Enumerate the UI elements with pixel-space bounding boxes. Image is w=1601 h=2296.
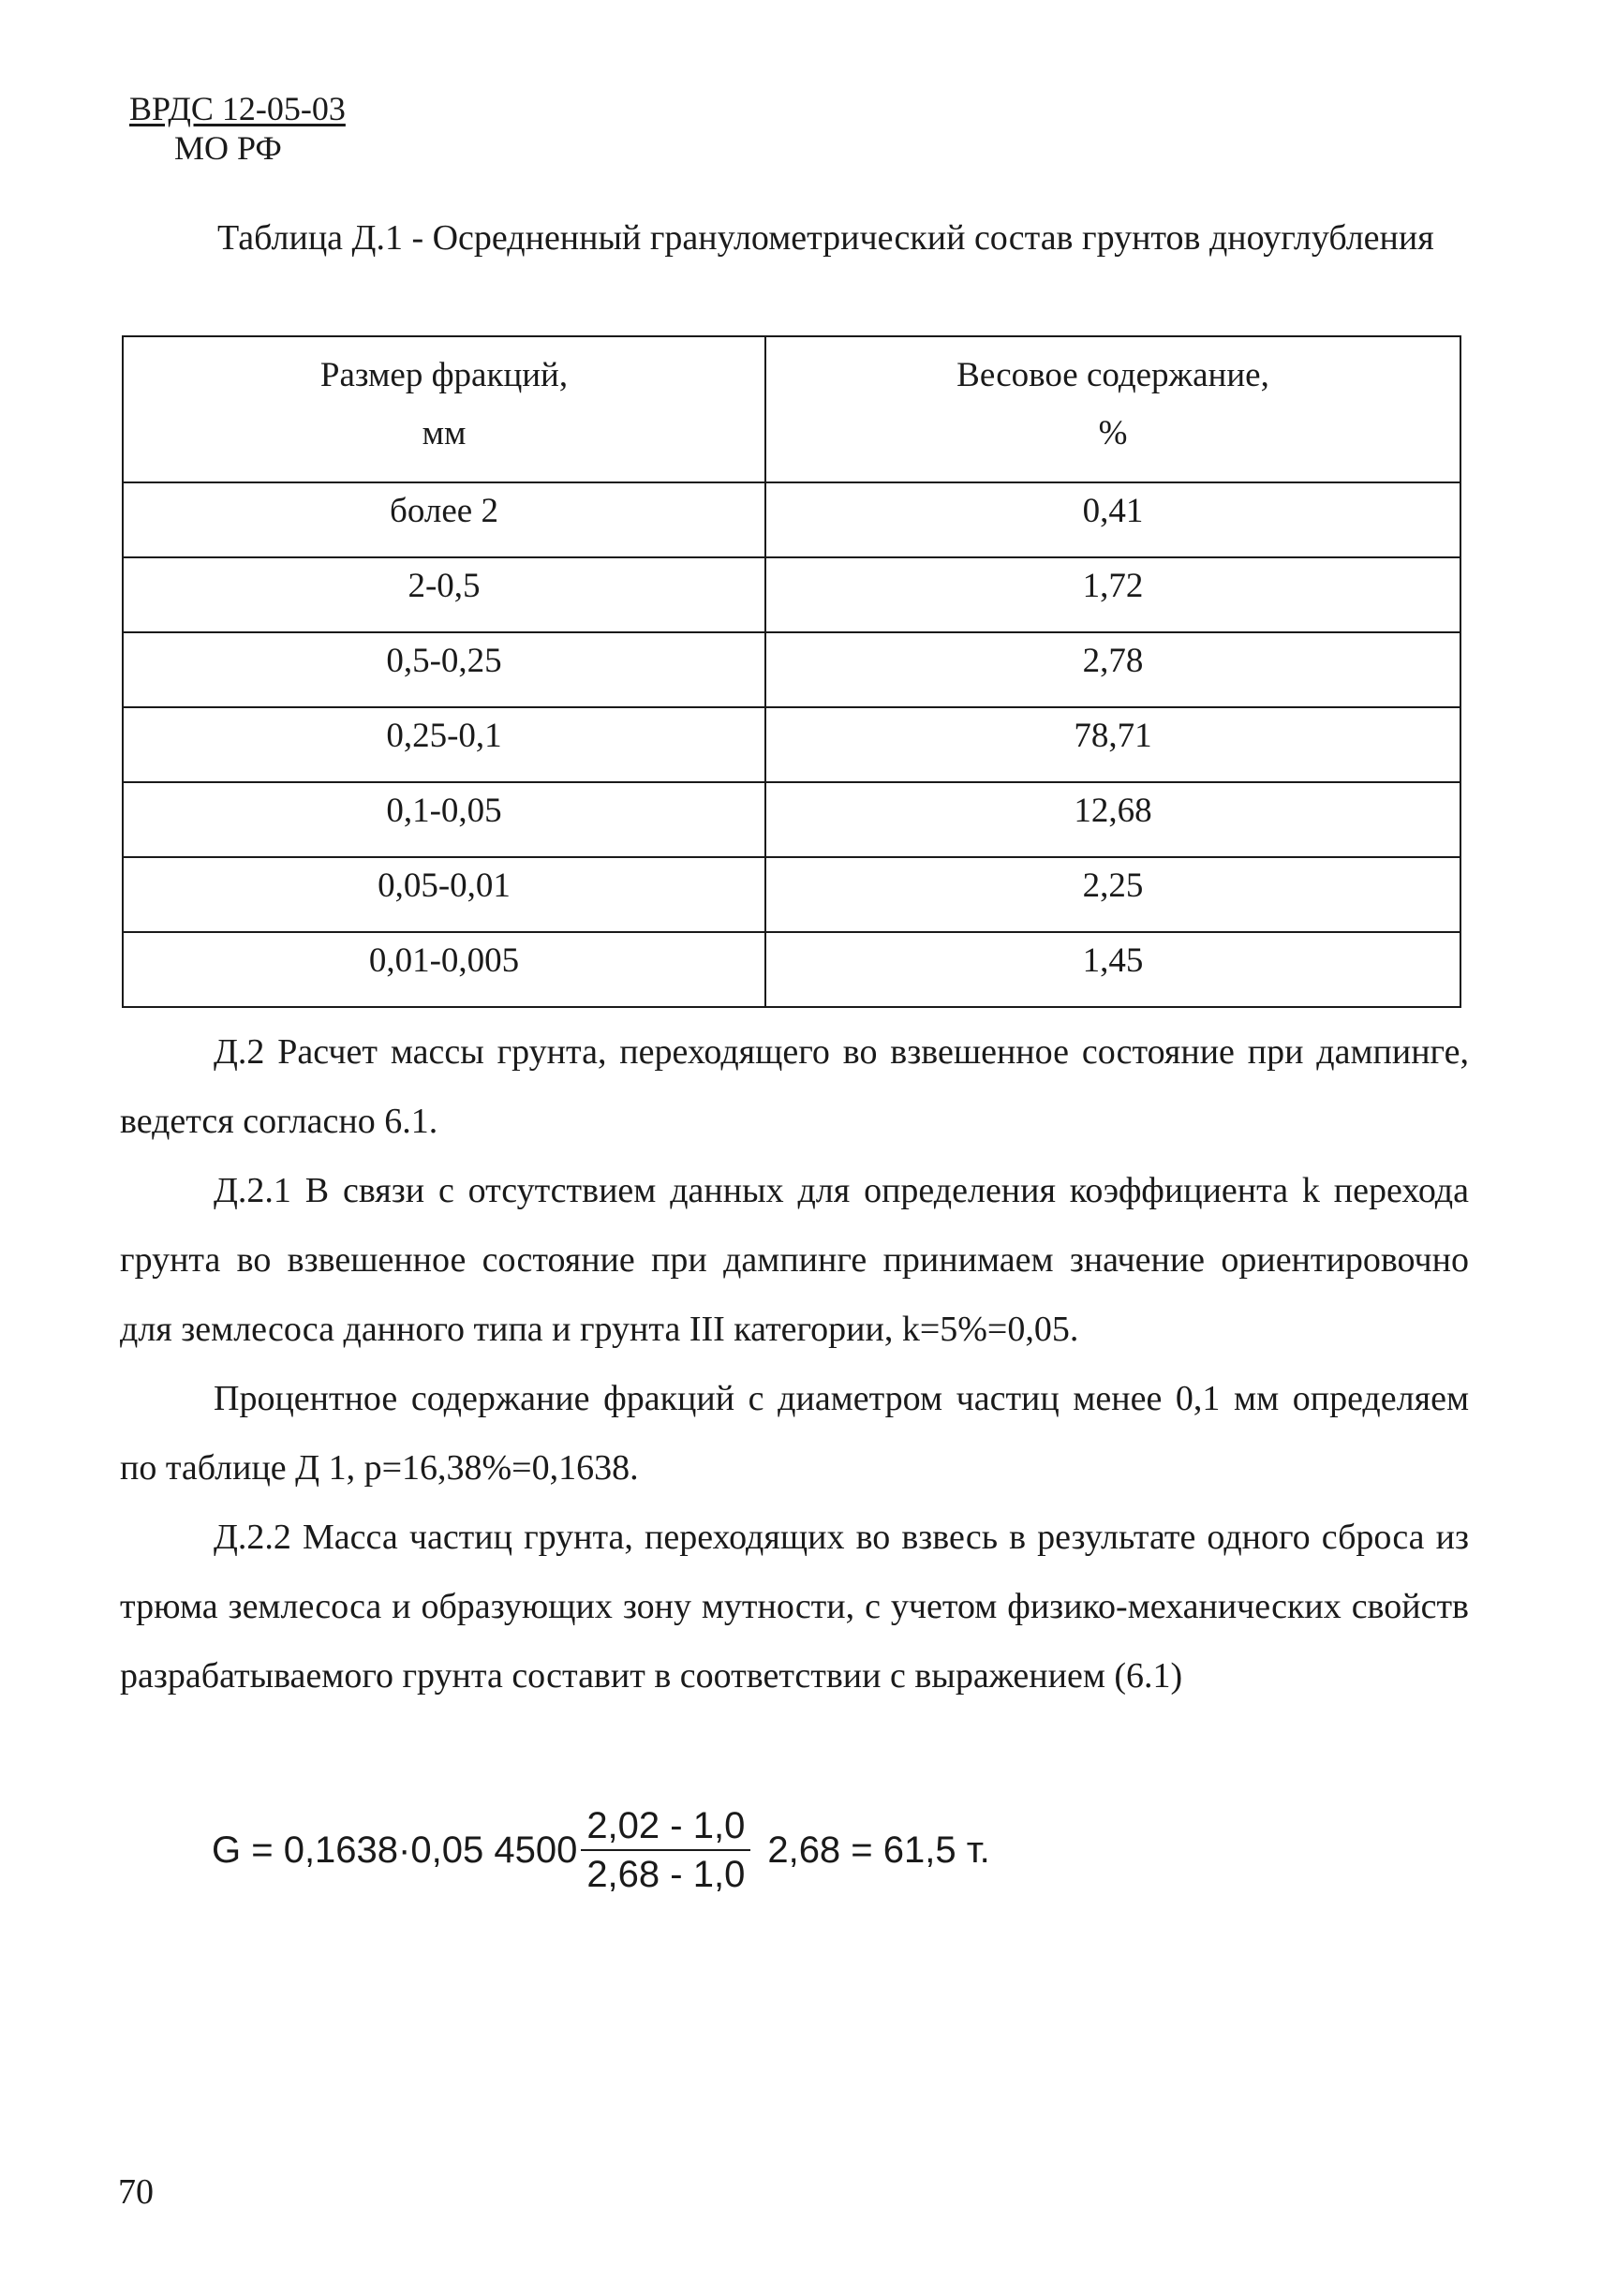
fraction-size-cell: 0,25-0,1 (123, 707, 765, 782)
column-header-content-line1: Весовое содержание, (956, 356, 1269, 394)
table-row (123, 482, 1460, 557)
weight-content-cell: 78,71 (765, 707, 1460, 782)
weight-content-cell: 1,72 (765, 557, 1460, 632)
paragraph-d22: Д.2.2 Масса частиц грунта, переходящих во взвесь в результате одного сброса из трюма землесоса и образующих зону мутности, с учетом физико-механических свойств разрабатываемого грунта составит в соответствии с выражением (6.1) (120, 1518, 1469, 1696)
granulometric-table (122, 335, 1461, 1008)
body-text (120, 1017, 1469, 1711)
organization-label: МО РФ (174, 129, 282, 167)
table-row (123, 557, 1460, 632)
column-header-size-line2: мм (422, 414, 467, 452)
table-row (123, 632, 1460, 707)
formula-lhs: G = 0,1638·0,05 4500 (212, 1829, 578, 1871)
fraction-size-cell: 0,1-0,05 (123, 782, 765, 857)
paragraph-d21: Д.2.1 В связи с отсутствием данных для определения коэффициента k перехода грунта во взвешенное состояние при дампинге принимаем значение ориентировочно для землесоса данного типа и грунта III категории, k=5%=0,05. (120, 1171, 1469, 1349)
page-number: 70 (118, 2172, 154, 2212)
fraction-size-cell: 0,5-0,25 (123, 632, 765, 707)
weight-content-cell: 1,45 (765, 932, 1460, 1007)
formula-denominator: 2,68 - 1,0 (586, 1854, 746, 1895)
table-row (123, 857, 1460, 932)
table-row (123, 932, 1460, 1007)
column-header-size-line1: Размер фракций, (319, 356, 569, 394)
mass-formula (212, 1804, 990, 1896)
paragraph-percent: Процентное содержание фракций с диаметром частиц менее 0,1 мм определяем по таблице Д 1, p=16,38%=0,1638. (120, 1379, 1469, 1488)
column-header-content-line2: % (1098, 414, 1128, 452)
column-header-size (123, 336, 765, 482)
fraction-size-cell: более 2 (123, 482, 765, 557)
weight-content-cell: 2,25 (765, 857, 1460, 932)
weight-content-cell: 0,41 (765, 482, 1460, 557)
table-row (123, 707, 1460, 782)
fraction-size-cell: 0,01-0,005 (123, 932, 765, 1007)
formula-fraction (581, 1804, 750, 1896)
fraction-size-cell: 2-0,5 (123, 557, 765, 632)
document-code: ВРДС 12-05-03 (129, 90, 346, 127)
column-header-content (765, 336, 1460, 482)
fraction-size-cell: 0,05-0,01 (123, 857, 765, 932)
table-row (123, 782, 1460, 857)
weight-content-cell: 12,68 (765, 782, 1460, 857)
table-caption: Таблица Д.1 - Осредненный гранулометрический состав грунтов дноуглубления (217, 218, 1434, 258)
formula-rhs: 2,68 = 61,5 т. (767, 1829, 990, 1871)
table-header-row (123, 336, 1460, 482)
weight-content-cell: 2,78 (765, 632, 1460, 707)
paragraph-d2: Д.2 Расчет массы грунта, переходящего во взвешенное состояние при дампинге, ведется согласно 6.1. (120, 1032, 1469, 1141)
formula-numerator: 2,02 - 1,0 (581, 1804, 750, 1851)
